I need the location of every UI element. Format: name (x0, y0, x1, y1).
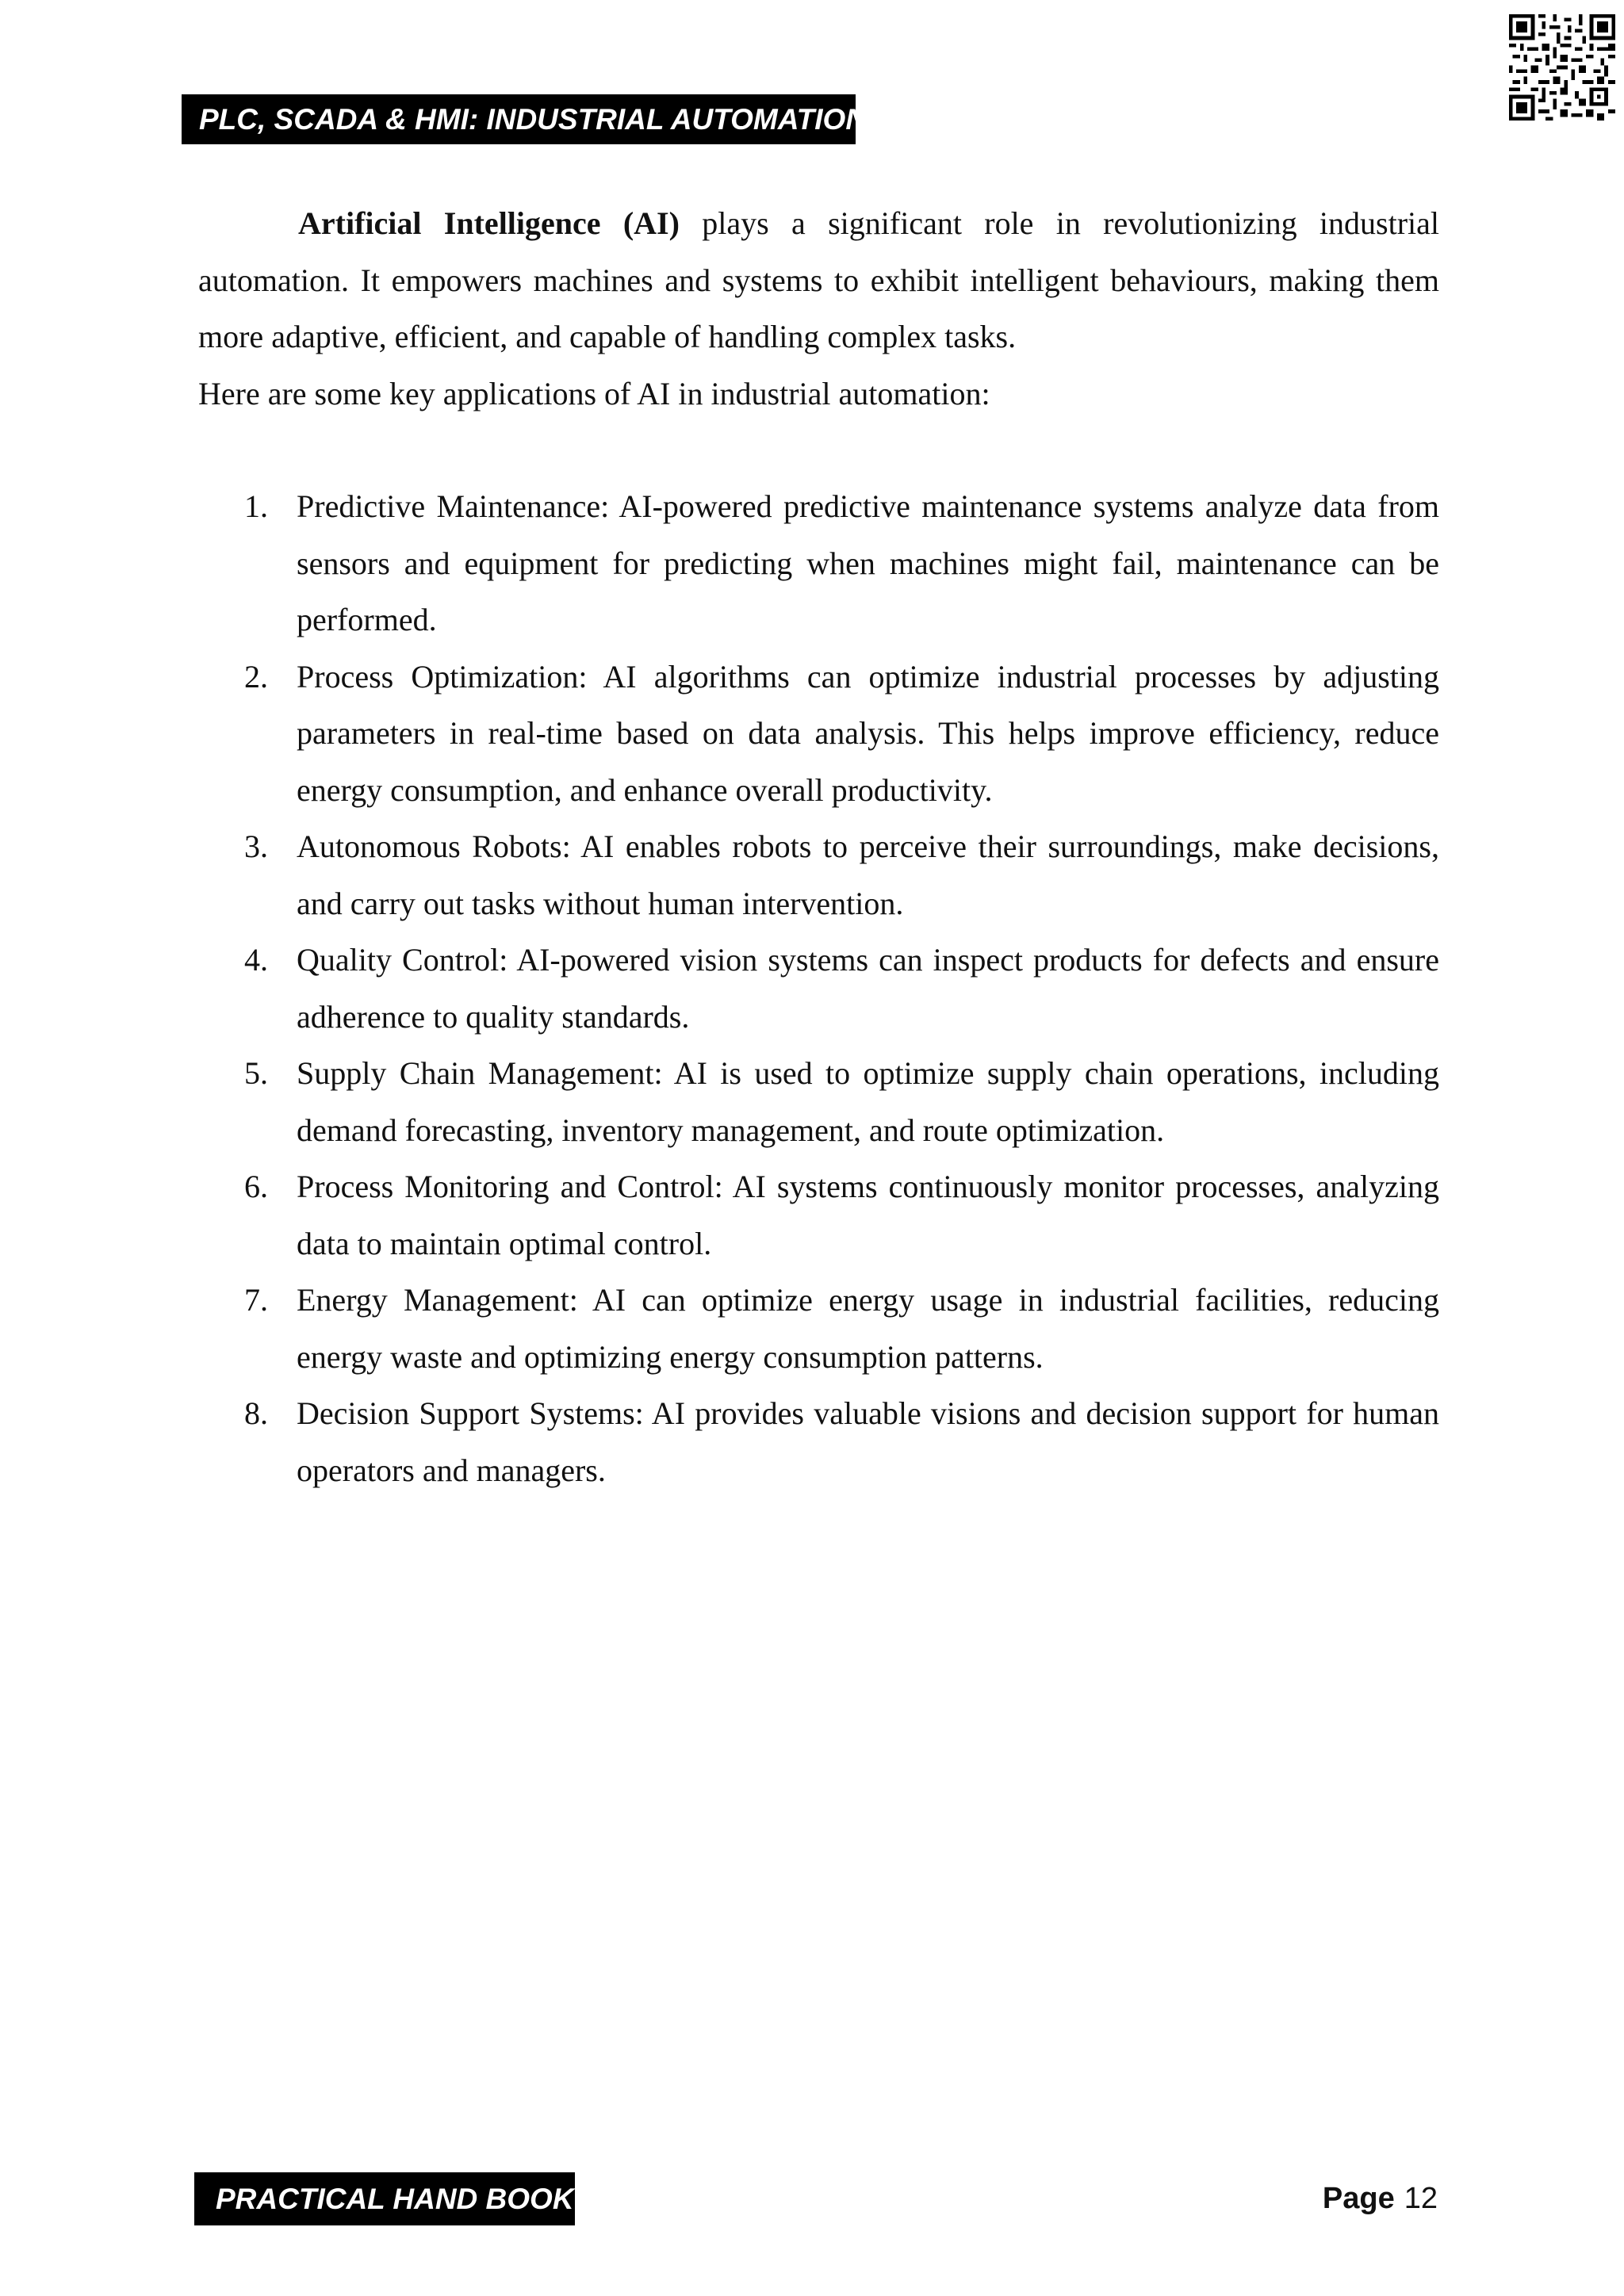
list-item-text: Supply Chain Management: AI is used to optimize supply chain operations, including demand forecasting, inventory management, and route optimization. (297, 1055, 1439, 1148)
list-item-text: Quality Control: AI-powered vision systems can inspect products for defects and ensure adherence to quality standards. (297, 942, 1439, 1035)
list-item-text: Decision Support Systems: AI provides valuable visions and decision support for human operators and managers. (297, 1395, 1439, 1488)
page-label: Page (1322, 2182, 1395, 2215)
list-item-number: 4. (244, 942, 268, 978)
running-header: PLC, SCADA & HMI: INDUSTRIAL AUTOMATION (182, 94, 856, 144)
list-item-text: Energy Management: AI can optimize energy usage in industrial facilities, reducing energy waste and optimizing energy consumption patterns. (297, 1282, 1439, 1375)
list-item-number: 5. (244, 1055, 268, 1091)
list-item-number: 7. (244, 1282, 268, 1318)
list-item-text: Predictive Maintenance: AI-powered predictive maintenance systems analyze data from sensors and equipment for predicting when machines might fail, maintenance can be performed. (297, 488, 1439, 637)
list-item-number: 8. (244, 1395, 268, 1431)
list-item-text: Process Optimization: AI algorithms can optimize industrial processes by adjusting parameters in real-time based on data analysis. This helps improve efficiency, reduce energy consumption, and enhance overall productivity. (297, 658, 1439, 808)
list-item (198, 478, 1439, 649)
list-intro: Here are some key applications of AI in industrial automation: (198, 375, 990, 411)
list-item (198, 1158, 1439, 1272)
list-item (198, 1045, 1439, 1158)
intro-paragraph (198, 195, 1439, 365)
intro-text: plays a significant role in revolutionizing industrial automation. It empowers machines and systems to exhibit intelligent behaviours, making them more adaptive, efficient, and capable of handling complex tasks. (198, 205, 1439, 354)
list-item-number: 3. (244, 828, 268, 864)
footer-book-label: PRACTICAL HAND BOOK (194, 2172, 575, 2225)
list-item-number: 1. (244, 488, 268, 524)
qr-code-icon (1509, 14, 1615, 121)
list-item-number: 6. (244, 1169, 268, 1204)
page-number (1323, 2179, 1438, 2218)
list-item (198, 818, 1439, 932)
list-item (198, 1272, 1439, 1385)
list-item (198, 1385, 1439, 1498)
page-body (198, 195, 1439, 1498)
list-item (198, 649, 1439, 819)
applications-list (198, 478, 1439, 1498)
page-number-value: 12 (1404, 2182, 1438, 2215)
list-item (198, 932, 1439, 1045)
list-item-text: Process Monitoring and Control: AI systems continuously monitor processes, analyzing data to maintain optimal control. (297, 1169, 1439, 1261)
list-item-number: 2. (244, 658, 268, 695)
list-item-text: Autonomous Robots: AI enables robots to perceive their surroundings, make decisions, and carry out tasks without human intervention. (297, 828, 1439, 921)
intro-lead-term: Artificial Intelligence (AI) (298, 205, 680, 241)
